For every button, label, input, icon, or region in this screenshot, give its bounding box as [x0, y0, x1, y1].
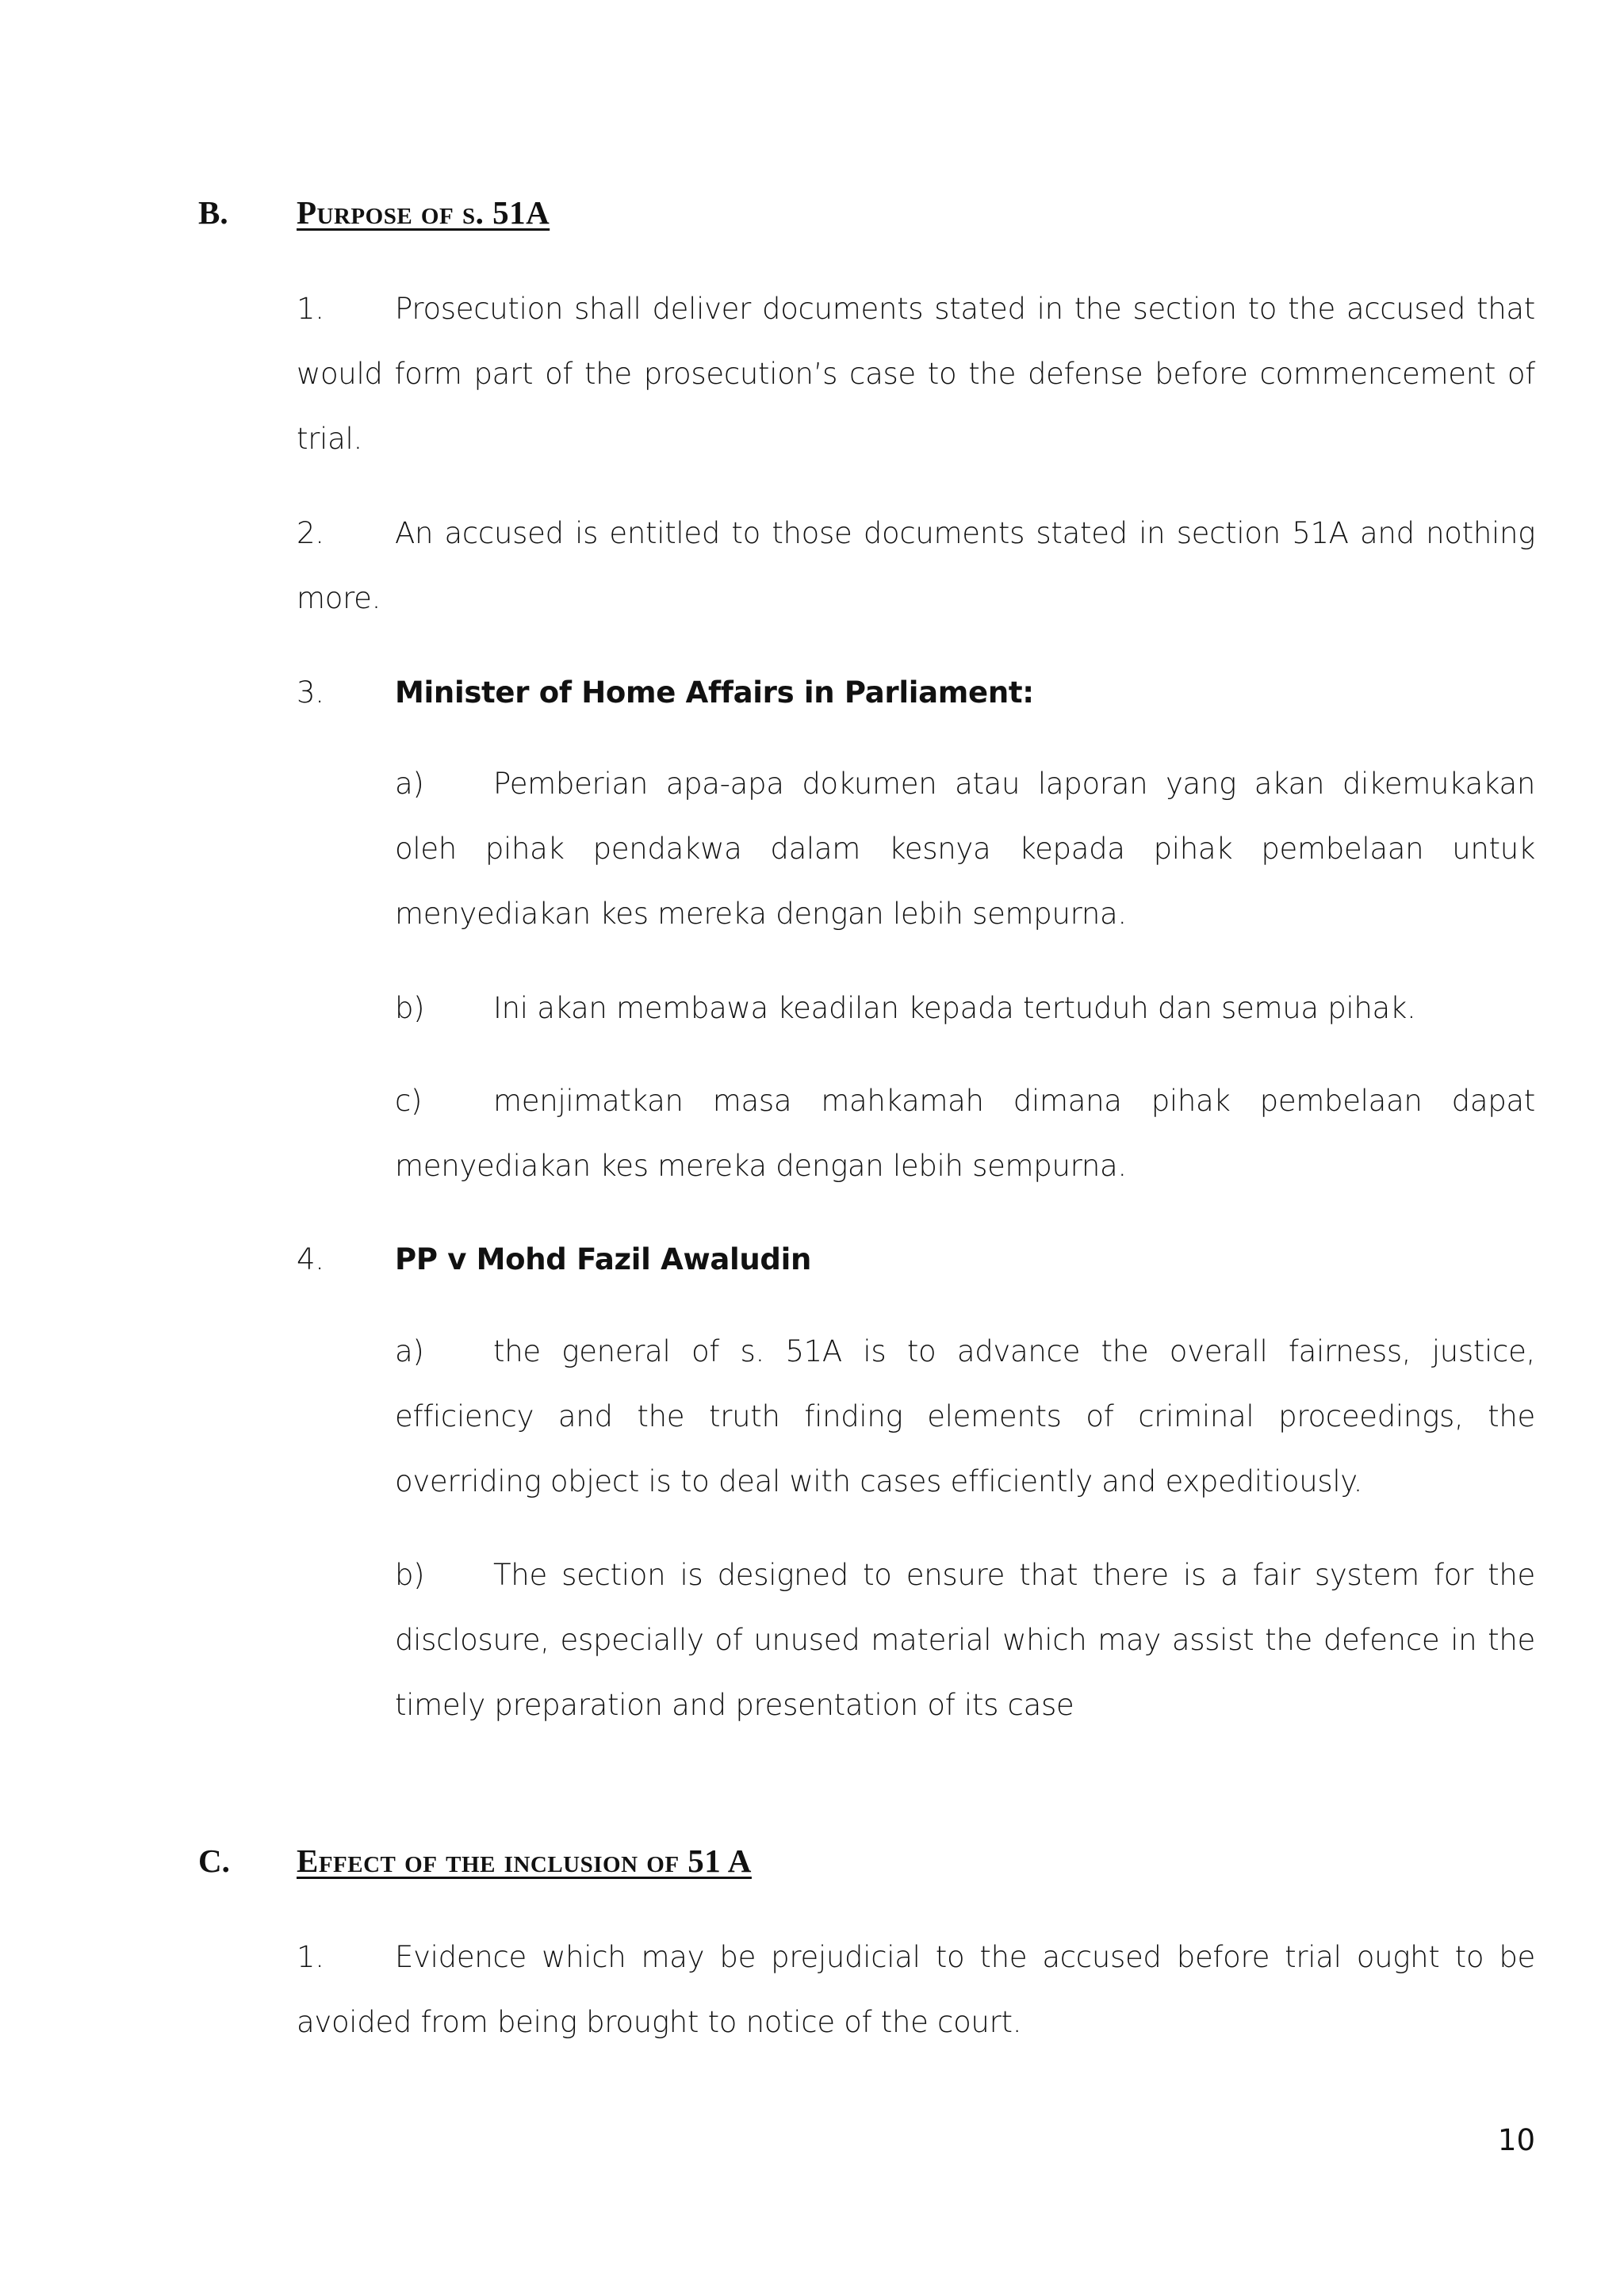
page-number: 10 [1497, 2123, 1535, 2157]
subitem-text: Ini akan membawa keadilan kepada tertuduh dan semua pihak. [493, 991, 1416, 1025]
subitem-label: b) [395, 1558, 425, 1592]
paragraph-b4 [297, 1227, 1535, 1292]
subitem-b3-b [395, 976, 1535, 1041]
paragraph-number: 2. [297, 516, 324, 550]
subitem-label: a) [395, 767, 424, 801]
paragraph-text: Prosecution shall deliver documents stated in the section to the accused that would form part of the prosecution’s case to the defense before commencement of trial. [297, 292, 1535, 456]
paragraph-number: 4. [297, 1242, 324, 1276]
section-b-letter: B. [198, 194, 228, 231]
section-c-title: Effect of the inclusion of 51 A [297, 1843, 752, 1879]
paragraph-c1 [297, 1925, 1535, 2055]
paragraph-number: 1. [297, 292, 324, 326]
subitem-label: c) [395, 1084, 423, 1118]
paragraph-number: 3. [297, 675, 324, 710]
subitem-label: b) [395, 991, 425, 1025]
paragraph-text: An accused is entitled to those documents stated in section 51A and nothing more. [297, 516, 1535, 615]
subitem-b4-a [395, 1319, 1535, 1514]
subitem-b3-c [395, 1069, 1535, 1199]
paragraph-text: Evidence which may be prejudicial to the accused before trial ought to be avoided from being brought to notice of the court. [297, 1940, 1535, 2039]
paragraph-heading: PP v Mohd Fazil Awaludin [395, 1242, 812, 1276]
paragraph-b2 [297, 501, 1535, 631]
paragraph-heading: Minister of Home Affairs in Parliament: [395, 675, 1034, 710]
section-c-letter: C. [198, 1843, 230, 1879]
section-b-title: Purpose of s. 51A [297, 194, 550, 231]
paragraph-b1 [297, 277, 1535, 472]
subitem-text: the general of s. 51A is to advance the overall fairness, justice, efficiency and the truth finding elements of criminal proceedings, the overriding object is to deal with cases efficiently and expeditiously. [395, 1334, 1535, 1498]
subitem-text: The section is designed to ensure that there is a fair system for the disclosure, especially of unused material which may assist the defence in the timely preparation and presentation of its case [395, 1558, 1535, 1722]
subitem-b3-a [395, 752, 1535, 947]
paragraph-b3 [297, 660, 1535, 725]
subitem-label: a) [395, 1334, 424, 1368]
subitem-text: Pemberian apa-apa dokumen atau laporan yang akan dikemukakan oleh pihak pendakwa dalam kesnya kepada pihak pembelaan untuk menyediakan kes mereka dengan lebih sempurna. [395, 767, 1535, 931]
subitem-text: menjimatkan masa mahkamah dimana pihak pembelaan dapat menyediakan kes mereka dengan lebih sempurna. [395, 1084, 1535, 1183]
subitem-b4-b [395, 1543, 1535, 1738]
paragraph-number: 1. [297, 1940, 324, 1974]
